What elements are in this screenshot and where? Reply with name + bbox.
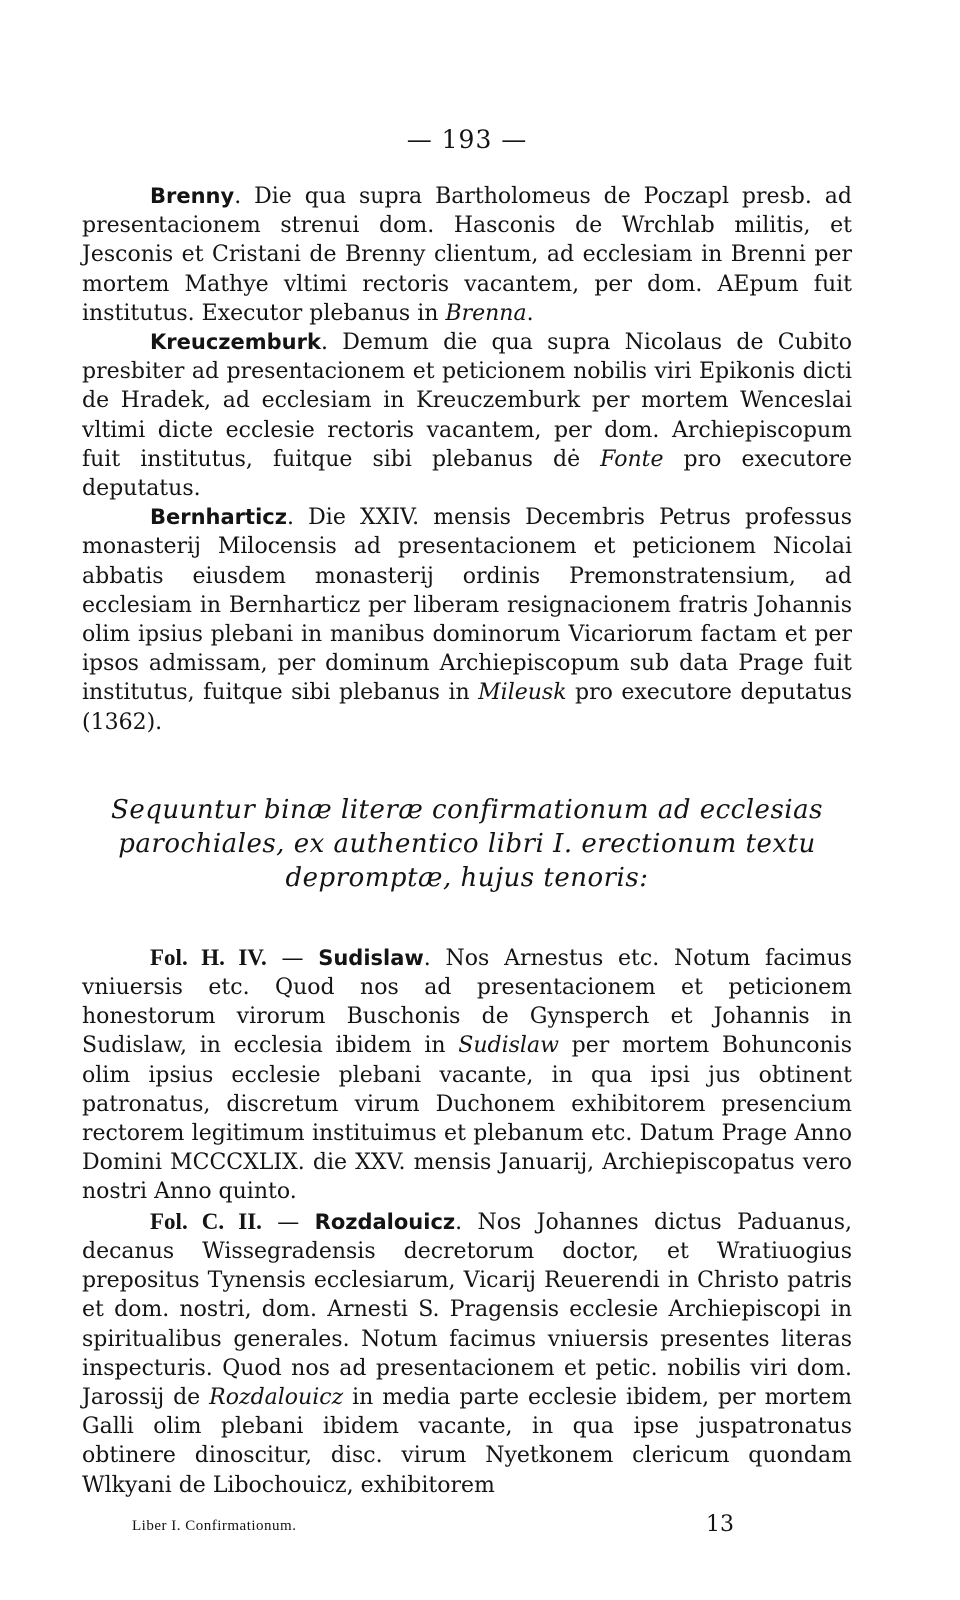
folio-reference: Fol. H. IV. (150, 944, 267, 970)
entry-text: Die qua supra Bartholomeus de Poczapl presb. ad presentacionem strenui dom. Hasconis de Wrchlab militis, et Jesconis et Cristani de Brenny clientum, ad ecclesiam in Brenni per mortem Mathye vltimi rectoris vacantem, per dom. AEpum fuit institutus. Executor plebanus in (82, 184, 852, 326)
page-number: — 193 — (406, 125, 528, 154)
entry-text-end: pro executore deputatus. (82, 446, 853, 502)
entry-heading: Sudislaw (318, 945, 424, 970)
entry-separator: . (234, 184, 255, 209)
entry-place-name: Fonte (600, 446, 664, 472)
entry-heading: Brenny (150, 184, 235, 208)
entry-separator: . (320, 330, 343, 356)
section-heading: Sequuntur binæ literæ confirmationum ad ecclesias parochiales, ex authentico libri I. erectionum textu depromptæ, hujus tenoris: (111, 794, 823, 893)
folio-reference: Fol. C. II. (150, 1208, 262, 1234)
document-page (82, 0, 852, 1600)
entry-text-end: in media parte ecclesie ibidem, per mortem Galli olim plebani ibidem vacante, in qua ipse juspatronatus obtinere dinoscitur, disc. virum Nyetkonem clericum quondam Wlkyani de Libochouicz, exhibitorem (82, 1384, 852, 1498)
folio-dash: — (261, 1209, 315, 1235)
entry-separator: . (455, 1209, 478, 1235)
footer-sheet-number: 13 (706, 1512, 734, 1537)
entry-text-end: pro executore deputatus (1362). (82, 680, 853, 735)
entry-paragraph-bernharticz (82, 503, 852, 737)
entry-separator: . (286, 505, 309, 531)
entry-separator: . (423, 945, 446, 971)
entry-heading: Rozdalouicz (314, 1209, 456, 1234)
entry-text-end: . (526, 300, 534, 326)
entry-heading: Bernharticz (150, 505, 287, 530)
entry-paragraph-kreuczemburk (82, 328, 852, 503)
entry-place-name: Sudislaw (458, 1033, 559, 1059)
entry-paragraph-brenny (82, 182, 852, 328)
entry-heading: Kreuczemburk (150, 330, 321, 355)
entry-text-end: per mortem Bohunconis olim ipsius ecclesie plebani vacante, in qua ipsi jus obtinent patronatus, discretum virum Duchonem exhibitorem presencium rectorem legitimum instituimus et plebanum etc. Datum Prage Anno Domini MCCCXLIX. die XXV. mensis Januarij, Archiepiscopatus vero nostri Anno quinto. (82, 1033, 852, 1205)
entry-text: Die XXIV. mensis Decembris Petrus professus monasterij Milocensis ad presentacionem et peticionem Nicolai abbatis eiusdem monasterij ordinis Premonstratensium, ad ecclesiam in Bernharticz per liberam resignacionem fratris Johannis olim ipsius plebani in manibus dominorum Vicariorum factam et per ipsos admissam, per dominum Archiepiscopum sub data Prage fuit institutus, fuitque sibi plebanus in (82, 505, 852, 706)
confirmation-paragraph-rozdalouicz (82, 1207, 852, 1500)
entry-text: Nos Johannes dictus Paduanus, decanus Wissegradensis decretorum doctor, et Wratiuogius prepositus Tynensis ecclesiarum, Vicarij Reuerendi in Christo patris et dom. nostri, dom. Arnesti S. Pragensis ecclesie Archiepiscopi in spiritualibus generales. Notum facimus vniuersis presentes literas inspecturis. Quod nos ad presentacionem et petic. nobilis viri dom. Jarossij de (82, 1209, 852, 1410)
body-text (82, 182, 852, 1500)
entry-place-name: Rozdalouicz (209, 1384, 344, 1410)
folio-dash: — (266, 945, 319, 971)
confirmation-paragraph-sudislaw (82, 943, 852, 1207)
entry-place-name: Brenna (445, 300, 527, 326)
entry-text: Demum die qua supra Nicolaus de Cubito presbiter ad presentacionem et peticionem nobilis viri Epikonis dicti de Hradek, ad ecclesiam in Kreuczemburk per mortem Wenceslai vltimi dicte ecclesie rectoris vacantem, per dom. Archiepiscopum fuit institutus, fuitque sibi plebanus dė (82, 330, 852, 472)
footer-signature: Liber I. Confirmationum. (132, 1518, 297, 1534)
entry-place-name: Mileusk (478, 680, 567, 706)
entry-text: Nos Arnestus etc. Notum facimus vniuersis etc. Quod nos ad presentacionem et peticionem honestorum virorum Buschonis de Gynsperch et Johannis in Sudislaw, in ecclesia ibidem in (82, 945, 852, 1059)
